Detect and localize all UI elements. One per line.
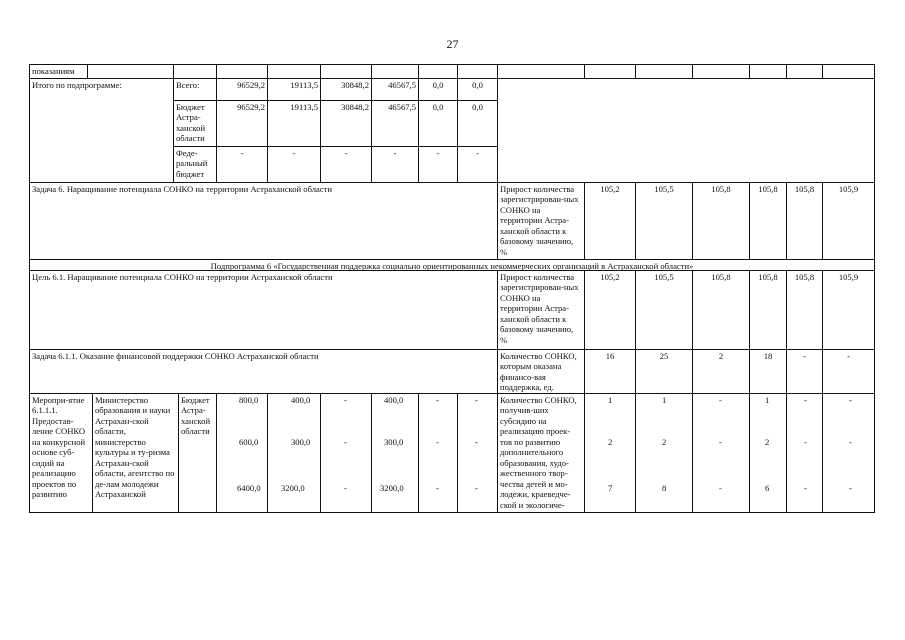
activity-indicator: Количество СОНКО, получив-ших субсидию на реализацию проек-тов по развитию дополнительного образования, худо-жественного твор-чества детей и мо-лодежи, краеведче-ской и экологиче- xyxy=(497,393,585,513)
amount-cell: 46567,5 xyxy=(371,78,419,101)
continuation-cell: показаниям xyxy=(29,64,88,79)
indicator-value: 105,5 xyxy=(635,182,693,260)
amount-cell: 30848,2 xyxy=(320,78,372,101)
amount-cell: - xyxy=(371,146,419,183)
indicator-value: 105,8 xyxy=(786,270,823,350)
funding-value: 400,0 xyxy=(384,395,404,405)
funding-value: - xyxy=(475,395,478,405)
indicator-value: - xyxy=(849,395,852,405)
empty-cell xyxy=(584,64,636,79)
funding-value: 3200,0 xyxy=(281,483,305,493)
funding-col xyxy=(418,393,458,513)
amount-cell: - xyxy=(320,146,372,183)
empty-cell xyxy=(786,64,823,79)
amount-cell: 0,0 xyxy=(457,78,498,101)
indicator-value: 2 xyxy=(692,349,750,394)
indicator-value: - xyxy=(804,437,807,447)
itogo-label: Итого по подпрограмме: xyxy=(29,78,174,183)
indicator-value: 105,8 xyxy=(692,270,750,350)
indicator-value: 105,9 xyxy=(822,270,875,350)
funding-col xyxy=(320,393,372,513)
amount-cell: 30848,2 xyxy=(320,100,372,147)
itogo-empty-right xyxy=(497,78,875,183)
subprogram-title: Подпрограмма 6 «Государственная поддержка социально ориентированных некоммерческих организаций в Астраханской области» xyxy=(29,259,875,271)
goal-6-1-indicator: Прирост количества зарегистрирован-ных СОНКО на территории Астра-ханской области к базовому значению, % xyxy=(497,270,585,350)
indicator-value: 1 xyxy=(662,395,667,405)
empty-cell xyxy=(692,64,750,79)
indicator-value: 1 xyxy=(765,395,770,405)
indicator-value: 105,9 xyxy=(822,182,875,260)
indicator-value: 105,2 xyxy=(584,182,636,260)
task-6-1-1-text: Задача 6.1.1. Оказание финансовой поддержки СОНКО Астраханской области xyxy=(29,349,498,394)
empty-cell xyxy=(497,64,585,79)
indicator-value: 6 xyxy=(765,483,770,493)
empty-cell xyxy=(749,64,787,79)
amount-cell: - xyxy=(267,146,321,183)
goal-6-1-text: Цель 6.1. Наращивание потенциала СОНКО на территории Астраханской области xyxy=(29,270,498,350)
indicator-value: 16 xyxy=(584,349,636,394)
funding-value: 6400,0 xyxy=(237,483,261,493)
source-regional: Бюджет Астра-ханской области xyxy=(173,100,217,147)
indicator-value: 105,8 xyxy=(749,182,787,260)
indicator-value: 105,8 xyxy=(749,270,787,350)
amount-cell: 96529,2 xyxy=(216,78,268,101)
source-federal: Феде-ральный бюджет xyxy=(173,146,217,183)
indicator-col xyxy=(635,393,693,513)
indicator-value: 2 xyxy=(608,437,613,447)
amount-cell: 0,0 xyxy=(418,78,458,101)
funding-col xyxy=(267,393,321,513)
funding-col xyxy=(371,393,419,513)
indicator-value: 8 xyxy=(662,483,667,493)
indicator-value: - xyxy=(849,483,852,493)
indicator-value: - xyxy=(804,483,807,493)
amount-cell: 46567,5 xyxy=(371,100,419,147)
task-6-text: Задача 6. Наращивание потенциала СОНКО на территории Астраханской области xyxy=(29,182,498,260)
indicator-value: 1 xyxy=(608,395,613,405)
funding-value: - xyxy=(344,483,347,493)
funding-value: 300,0 xyxy=(291,437,311,447)
funding-value: 300,0 xyxy=(384,437,404,447)
empty-cell xyxy=(418,64,458,79)
funding-value: - xyxy=(436,437,439,447)
indicator-value: 25 xyxy=(635,349,693,394)
empty-cell xyxy=(457,64,498,79)
activity-source: Бюджет Астра-ханской области xyxy=(178,393,217,513)
indicator-value: 105,5 xyxy=(635,270,693,350)
funding-col xyxy=(216,393,268,513)
funding-value: - xyxy=(344,437,347,447)
indicator-col xyxy=(749,393,787,513)
indicator-value: 18 xyxy=(749,349,787,394)
empty-cell xyxy=(173,64,217,79)
indicator-value: - xyxy=(804,395,807,405)
indicator-value: 7 xyxy=(608,483,613,493)
empty-cell xyxy=(320,64,372,79)
indicator-value: - xyxy=(719,437,722,447)
program-table xyxy=(29,64,875,513)
amount-cell: 96529,2 xyxy=(216,100,268,147)
funding-value: 600,0 xyxy=(239,437,259,447)
empty-cell xyxy=(267,64,321,79)
task-6-1-1-indicator: Количество СОНКО, которым оказана финансо-вая поддержка, ед. xyxy=(497,349,585,394)
indicator-col xyxy=(786,393,823,513)
empty-cell xyxy=(822,64,875,79)
empty-cell xyxy=(216,64,268,79)
indicator-value: - xyxy=(719,483,722,493)
activity-executor: Министерство образования и науки Астрахан-ской области, министерство культуры и ту-ризма Астрахан-ской области, агентство по де-лам молодежи Астраханской xyxy=(92,393,179,513)
indicator-value: 105,2 xyxy=(584,270,636,350)
indicator-value: 2 xyxy=(662,437,667,447)
page-number: 27 xyxy=(446,37,459,51)
empty-cell xyxy=(635,64,693,79)
indicator-value: - xyxy=(849,437,852,447)
indicator-value: - xyxy=(719,395,722,405)
empty-cell xyxy=(371,64,419,79)
funding-value: 3200,0 xyxy=(380,483,404,493)
source-total: Всего: xyxy=(173,78,217,101)
amount-cell: - xyxy=(457,146,498,183)
indicator-value: - xyxy=(786,349,823,394)
funding-value: - xyxy=(436,483,439,493)
amount-cell: - xyxy=(216,146,268,183)
indicator-col xyxy=(584,393,636,513)
funding-value: - xyxy=(436,395,439,405)
funding-col xyxy=(457,393,498,513)
amount-cell: - xyxy=(418,146,458,183)
indicator-value: 2 xyxy=(765,437,770,447)
funding-value: - xyxy=(475,483,478,493)
indicator-value: - xyxy=(822,349,875,394)
indicator-col xyxy=(822,393,875,513)
indicator-value: 105,8 xyxy=(786,182,823,260)
task-6-indicator: Прирост количества зарегистрирован-ных СОНКО на территории Астра-ханской области к базовому значению, % xyxy=(497,182,585,260)
indicator-value: 105,8 xyxy=(692,182,750,260)
funding-value: 800,0 xyxy=(239,395,259,405)
amount-cell: 0,0 xyxy=(418,100,458,147)
indicator-col xyxy=(692,393,750,513)
funding-value: - xyxy=(475,437,478,447)
empty-cell xyxy=(87,64,174,79)
amount-cell: 0,0 xyxy=(457,100,498,147)
amount-cell: 19113,5 xyxy=(267,100,321,147)
activity-name: Меропри-ятие 6.1.1.1. Предостав-ление СОНКО на конкурсной основе суб-сидий на реализацию проектов по развитию xyxy=(29,393,93,513)
amount-cell: 19113,5 xyxy=(267,78,321,101)
funding-value: - xyxy=(344,395,347,405)
funding-value: 400,0 xyxy=(291,395,311,405)
